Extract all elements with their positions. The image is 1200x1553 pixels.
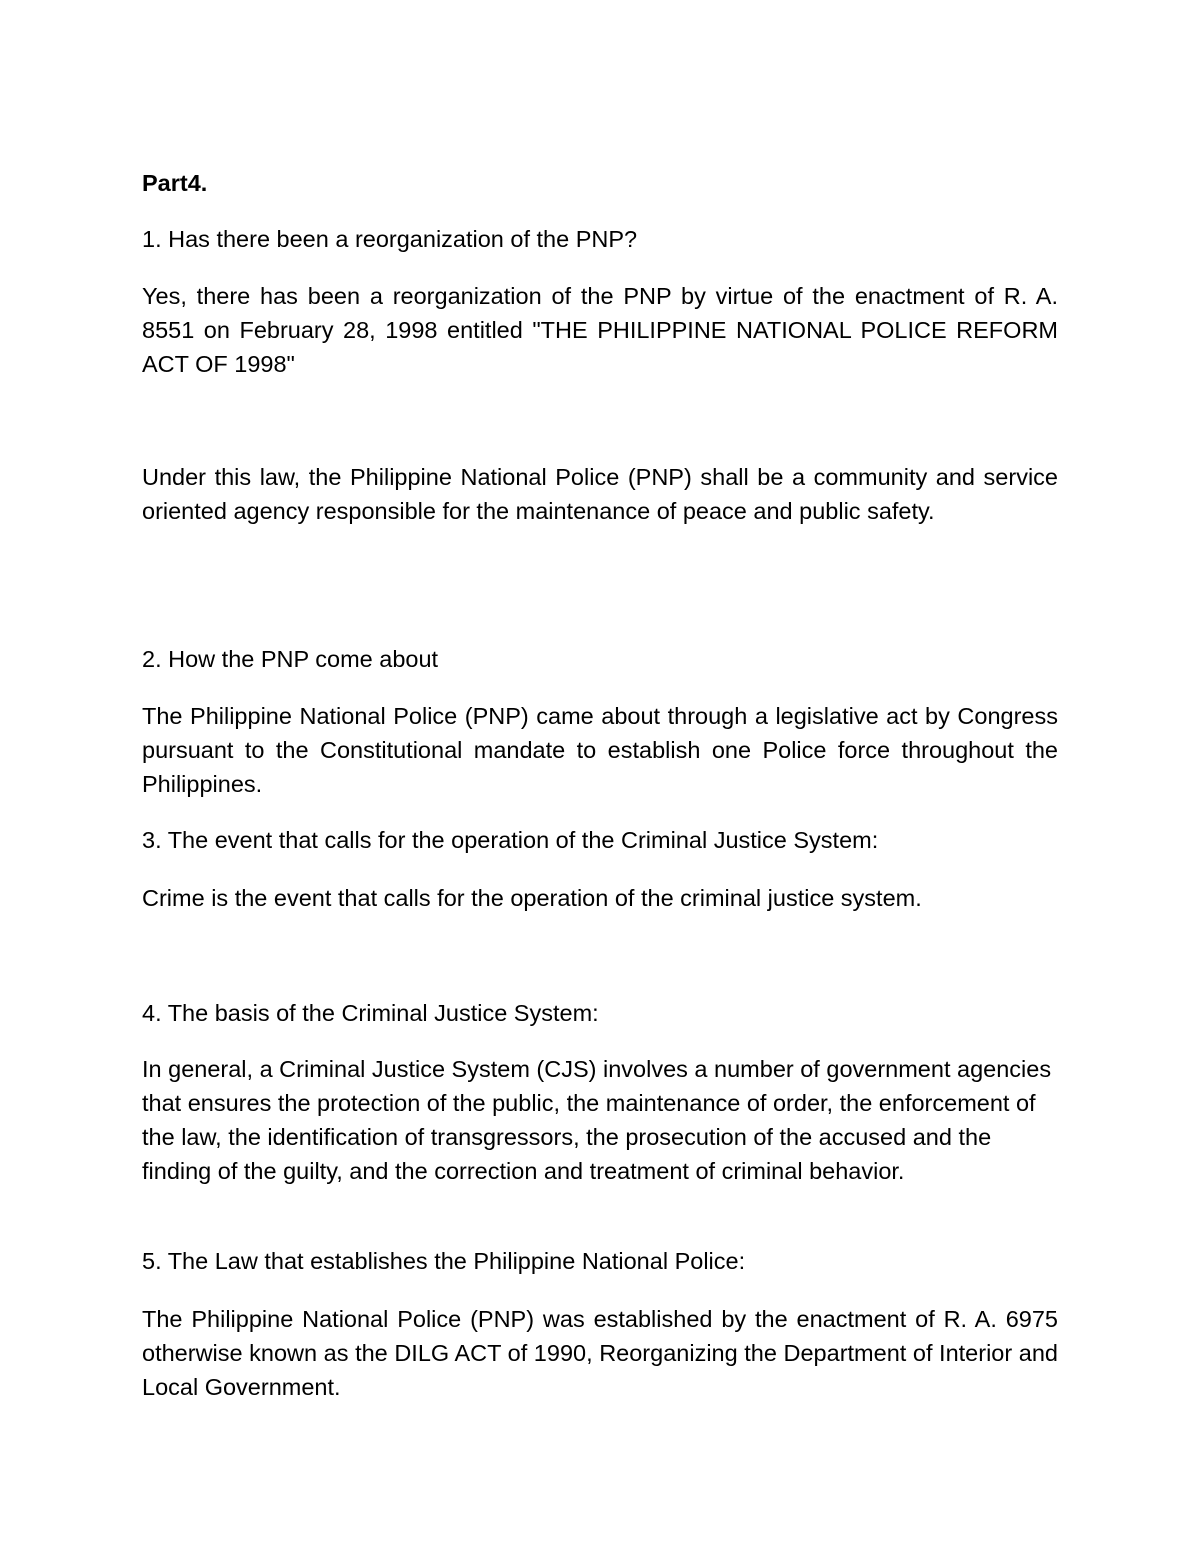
answer-1-paragraph-1: Yes, there has been a reorganization of the PNP by virtue of the enactment of R. A. 8551 on February 28, 1998 entitled "THE PHILIPPINE NATIONAL POLICE REFORM ACT OF 1998" — [142, 283, 1058, 377]
question-3: 3. The event that calls for the operation of the Criminal Justice System: — [142, 827, 879, 853]
question-5: 5. The Law that establishes the Philippine National Police: — [142, 1248, 746, 1274]
document-page — [142, 0, 1058, 1553]
part-title: Part4. — [142, 170, 208, 196]
answer-1-paragraph-2: Under this law, the Philippine National Police (PNP) shall be a community and service oriented agency responsible for the maintenance of peace and public safety. — [142, 464, 1058, 524]
answer-2: The Philippine National Police (PNP) came about through a legislative act by Congress pursuant to the Constitutional mandate to establish one Police force throughout the Philippines. — [142, 703, 1058, 797]
answer-4: In general, a Criminal Justice System (CJS) involves a number of government agencies that ensures the protection of the public, the maintenance of order, the enforcement of the law, the identification of transgressors, the prosecution of the accused and the finding of the guilty, and the correction and treatment of criminal behavior. — [142, 1056, 1052, 1184]
question-1: 1. Has there been a reorganization of the PNP? — [142, 226, 638, 252]
answer-3: Crime is the event that calls for the operation of the criminal justice system. — [142, 885, 922, 911]
question-4: 4. The basis of the Criminal Justice System: — [142, 1000, 599, 1026]
question-2: 2. How the PNP come about — [142, 646, 439, 672]
answer-5: The Philippine National Police (PNP) was established by the enactment of R. A. 6975 otherwise known as the DILG ACT of 1990, Reorganizing the Department of Interior and Local Government. — [142, 1306, 1058, 1400]
